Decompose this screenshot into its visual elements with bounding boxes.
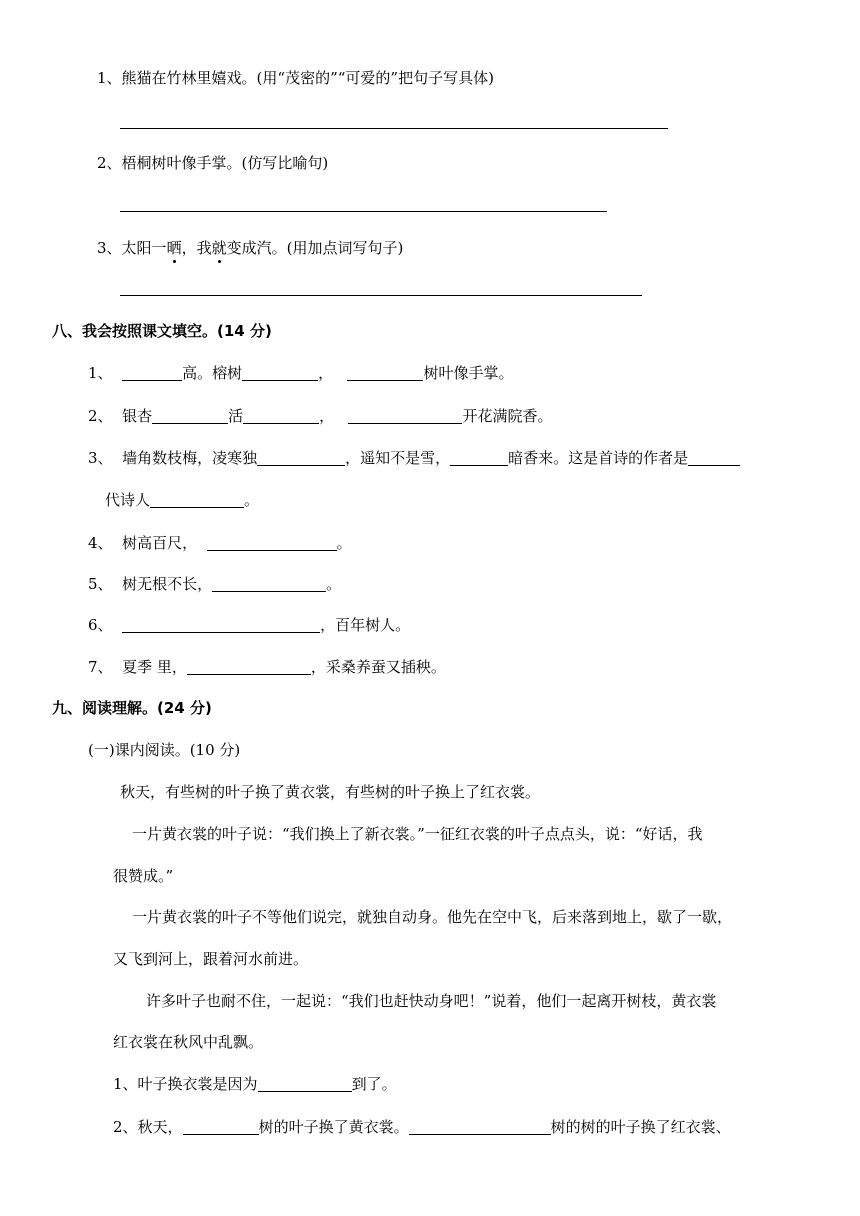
s9-q1-blank-1[interactable]	[258, 1076, 352, 1092]
s7-q1-text: 熊猫在竹林里嬉戏。(用“茂密的”“可爱的”把句子写具体)	[121, 69, 494, 87]
s8-item-7-text-a: 夏季 里，	[122, 658, 187, 676]
s8-item-3-continued	[105, 490, 259, 510]
s7-q3-dotted-word-2: 就	[211, 239, 227, 257]
s8-item-5-number: 5、	[88, 575, 113, 593]
s7-q3-answer-line[interactable]	[120, 295, 642, 296]
s8-item-2-blank-1[interactable]	[152, 408, 228, 424]
s8-item-1-number: 1、	[88, 364, 113, 382]
s8-item-5-text-b: 。	[326, 575, 342, 593]
s8-item-3-blank-4[interactable]	[150, 492, 244, 508]
s8-item-2-blank-2[interactable]	[243, 408, 319, 424]
s9-subsection-title: (一)课内阅读。(10 分)	[88, 741, 241, 759]
s9-q2-text-b: 树的叶子换了黄衣裳。	[258, 1118, 409, 1136]
s8-item-4-text-b: 。	[336, 534, 352, 552]
s9-q1-text-b: 到了。	[351, 1075, 397, 1093]
s8-item-3-blank-3[interactable]	[688, 450, 740, 466]
s8-item-3-number: 3、	[88, 449, 113, 467]
section-9-title: 九、阅读理解。(24 分)	[52, 699, 212, 717]
s7-q2-number: 2、	[97, 154, 122, 172]
section-8-title: 八、我会按照课文填空。(14 分)	[52, 322, 272, 340]
s8-item-2-blank-3[interactable]	[348, 408, 462, 424]
s9-passage-paragraph-3: 一片黄衣裳的叶子不等他们说完，就独自动身。他先在空中飞，后来落到地上，歇了一歇，	[132, 908, 733, 926]
s8-item-2-text-b: 活	[228, 407, 244, 425]
s8-item-1-text-a: 高。榕树	[182, 364, 243, 382]
s8-item-3-blank-1[interactable]	[257, 450, 345, 466]
s9-passage-paragraph-3-cont: 又飞到河上，跟着河水前进。	[113, 950, 309, 968]
s8-item-2-text-a: 银杏	[122, 407, 153, 425]
s8-item-7	[88, 657, 446, 677]
s8-item-5-text-a: 树无根不长，	[122, 575, 213, 593]
s8-item-6-text-a: ，百年树人。	[320, 616, 411, 634]
s7-q1-number: 1、	[97, 69, 122, 87]
s8-item-5	[88, 574, 341, 594]
s8-item-4-number: 4、	[88, 534, 113, 552]
s7-q3-dotted-word-1: 晒	[166, 239, 182, 257]
s8-item-1	[88, 363, 513, 383]
s9-q2-blank-1[interactable]	[183, 1119, 259, 1135]
s8-item-1-blank-2[interactable]	[242, 365, 318, 381]
s9-q2-blank-2[interactable]	[409, 1119, 551, 1135]
s8-item-5-blank-1[interactable]	[212, 576, 326, 592]
s8-item-3	[88, 448, 740, 468]
s8-item-2-number: 2、	[88, 407, 113, 425]
s8-item-3-blank-2[interactable]	[450, 450, 508, 466]
s8-item-4	[88, 533, 352, 553]
s8-item-3-text-b: ，遥知不是雪，	[345, 449, 451, 467]
s8-item-1-text-c: 树叶像手掌。	[423, 364, 514, 382]
s7-question-1	[97, 68, 494, 88]
s8-item-2	[88, 406, 552, 426]
s8-item-2-text-c: ，	[319, 407, 335, 425]
s8-item-7-number: 7、	[88, 658, 113, 676]
s8-item-3-text-a: 墙角数枝梅，凌寒独	[122, 449, 258, 467]
s9-q1-number: 1、	[113, 1075, 138, 1093]
s8-item-4-blank-1[interactable]	[207, 535, 337, 551]
s9-passage-paragraph-2-cont: 很赞成。”	[113, 867, 174, 885]
s7-question-3	[97, 238, 403, 258]
s8-item-7-blank-1[interactable]	[187, 659, 311, 675]
s8-item-4-text-a: 树高百尺，	[122, 534, 198, 552]
s7-q2-text: 梧桐树叶像手掌。(仿写比喻句)	[121, 154, 329, 172]
s9-q2-text-a: 秋天，	[137, 1118, 183, 1136]
s9-question-2	[113, 1117, 731, 1137]
s8-item-1-text-b: ，	[318, 364, 334, 382]
s9-question-1	[113, 1074, 397, 1094]
s7-question-2	[97, 153, 328, 173]
s8-item-3-text-e: 。	[244, 491, 260, 509]
s8-item-2-text-d: 开花满院香。	[462, 407, 553, 425]
s7-q2-answer-line[interactable]	[120, 211, 607, 212]
s7-q3-number: 3、	[97, 239, 122, 257]
s8-item-3-text-c: 暗香来。这是首诗的作者是	[508, 449, 689, 467]
s8-item-3-text-d: 代诗人	[105, 491, 151, 509]
s8-item-6	[88, 615, 410, 635]
s8-item-1-blank-3[interactable]	[347, 365, 423, 381]
s8-item-6-blank-1[interactable]	[122, 617, 320, 633]
s9-q1-text-a: 叶子换衣裳是因为	[137, 1075, 258, 1093]
s8-item-7-text-b: ，采桑养蚕又插秧。	[310, 658, 446, 676]
s9-q2-text-c: 树的树的叶子换了红衣裳、	[550, 1118, 731, 1136]
s9-passage-paragraph-4-cont: 红衣裳在秋风中乱飘。	[113, 1033, 264, 1051]
s7-q3-text-a: 太阳一	[121, 239, 167, 257]
s7-q1-answer-line[interactable]	[120, 128, 668, 129]
s8-item-6-number: 6、	[88, 616, 113, 634]
s9-passage-paragraph-4: 许多叶子也耐不住，一起说：“我们也赶快动身吧！”说着，他们一起离开树枝，黄衣裳	[146, 992, 717, 1010]
s7-q3-text-c: 变成汽。(用加点词写句子)	[226, 239, 404, 257]
s9-passage-paragraph-2: 一片黄衣裳的叶子说：“我们换上了新衣裳。”一征红衣裳的叶子点点头，说：“好话，我	[132, 825, 703, 843]
s9-passage-paragraph-1: 秋天，有些树的叶子换了黄衣裳，有些树的叶子换上了红衣裳。	[120, 783, 541, 801]
s7-q3-text-b: ，我	[181, 239, 212, 257]
s8-item-1-blank-1[interactable]	[122, 365, 182, 381]
s9-q2-number: 2、	[113, 1118, 138, 1136]
